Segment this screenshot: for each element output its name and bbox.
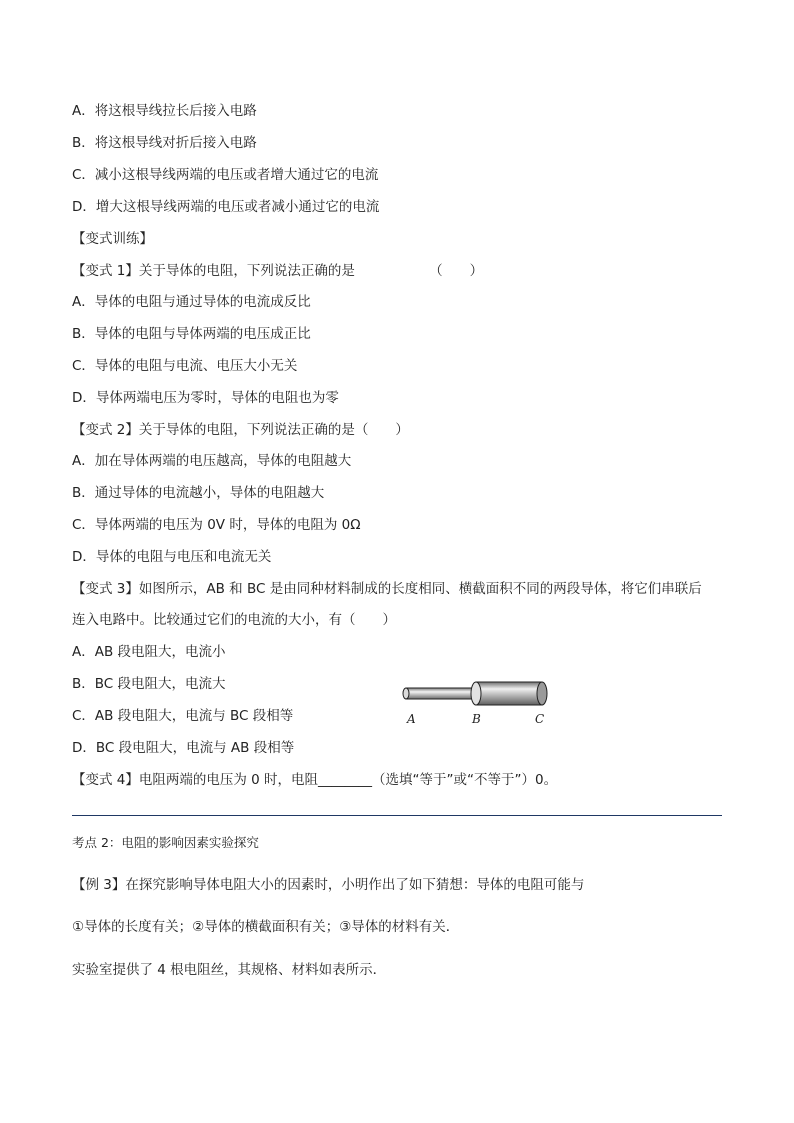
section2-title: 考点 2：电阻的影响因素实验探究 xyxy=(72,835,259,850)
example3-guesses: ①导体的长度有关；②导体的横截面积有关；③导体的材料有关． xyxy=(72,919,460,935)
label-b: B xyxy=(472,712,481,726)
thick-segment-bc xyxy=(471,682,547,705)
example3-stem: 【例 3】在探究影响导体电阻大小的因素时，小明作出了如下猜想：导体的电阻可能与 xyxy=(72,877,585,893)
section-divider xyxy=(72,815,722,816)
variant2-option-b: B．通过导体的电流越小，导体的电阻越大 xyxy=(72,485,325,501)
variant1-stem: 【变式 1】关于导体的电阻，下列说法正确的是 （ ） xyxy=(72,263,484,279)
label-a: A xyxy=(407,712,416,726)
conductor-figure xyxy=(398,676,550,728)
options-prev-d: D．增大这根导线两端的电压或者减小通过它的电流 xyxy=(72,199,380,215)
options-prev-a: A．将这根导线拉长后接入电路 xyxy=(72,103,257,119)
variant2-option-c: C．导体两端的电压为 0V 时，导体的电阻为 0Ω xyxy=(72,517,361,533)
training-heading: 【变式训练】 xyxy=(72,231,153,247)
variant3-option-d: D．BC 段电阻大，电流与 AB 段相等 xyxy=(72,740,295,756)
variant3-stem-line2: 连入电路中。比较通过它们的电流的大小，有（ ） xyxy=(72,612,396,628)
options-prev-b: B．将这根导线对折后接入电路 xyxy=(72,135,257,151)
variant1-option-a: A．导体的电阻与通过导体的电流成反比 xyxy=(72,294,311,310)
variant3-option-a: A．AB 段电阻大，电流小 xyxy=(72,644,226,660)
thin-segment-ab xyxy=(403,688,478,699)
variant2-option-a: A．加在导体两端的电压越高，导体的电阻越大 xyxy=(72,453,352,469)
options-prev-c: C．减小这根导线两端的电压或者增大通过它的电流 xyxy=(72,167,379,183)
variant2-stem: 【变式 2】关于导体的电阻，下列说法正确的是（ ） xyxy=(72,422,409,438)
variant1-option-d: D．导体两端电压为零时，导体的电阻也为零 xyxy=(72,390,339,406)
variant4-stem: 【变式 4】电阻两端的电压为 0 时，电阻________（选填“等于”或“不等于”）0。 xyxy=(72,772,558,788)
variant1-option-c: C．导体的电阻与电流、电压大小无关 xyxy=(72,358,298,374)
variant1-option-b: B．导体的电阻与导体两端的电压成正比 xyxy=(72,326,311,342)
variant3-stem-line1: 【变式 3】如图所示，AB 和 BC 是由同种材料制成的长度相同、横截面积不同的两段导体，将它们串联后 xyxy=(72,581,702,597)
example3-lab-note: 实验室提供了 4 根电阻丝，其规格、材料如表所示． xyxy=(72,962,387,978)
label-c: C xyxy=(535,712,545,726)
variant3-option-c: C．AB 段电阻大，电流与 BC 段相等 xyxy=(72,708,294,724)
variant3-option-b: B．BC 段电阻大，电流大 xyxy=(72,676,226,692)
variant2-option-d: D．导体的电阻与电压和电流无关 xyxy=(72,549,272,565)
